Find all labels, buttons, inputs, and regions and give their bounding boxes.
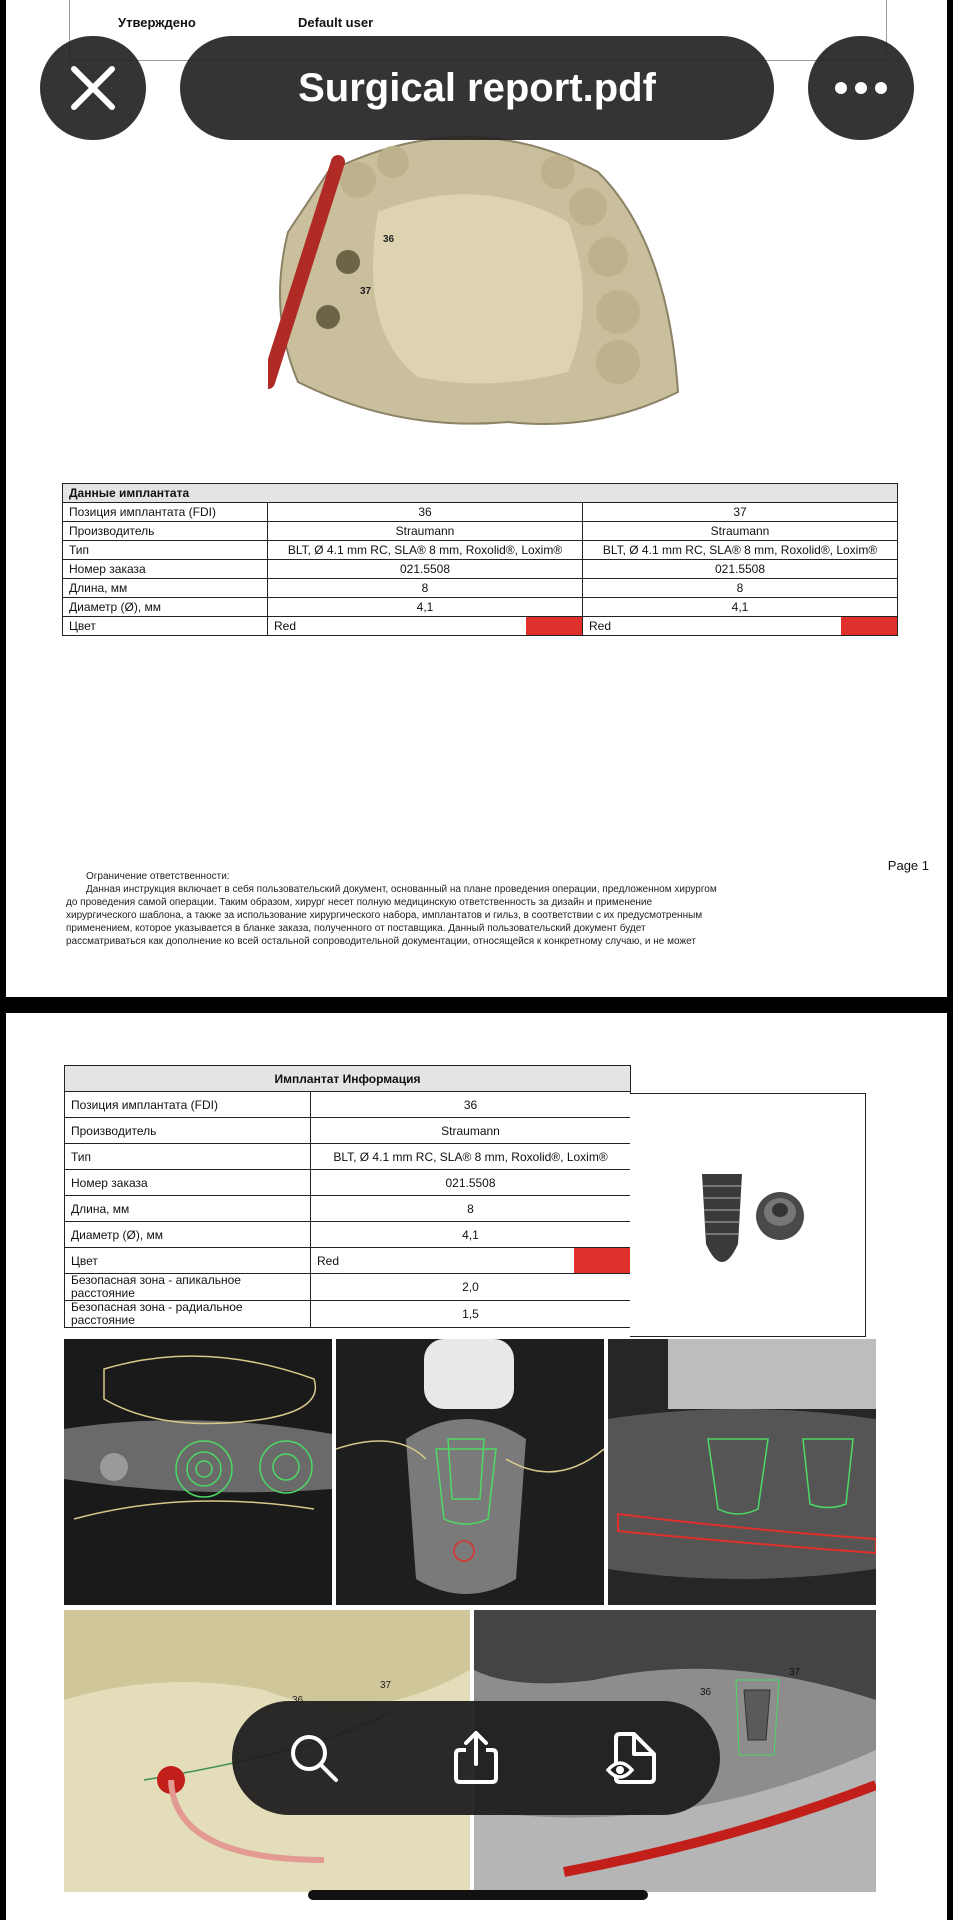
implant-image <box>630 1094 865 1336</box>
ct-axial-view <box>64 1339 332 1605</box>
row-label: Производитель <box>65 1118 311 1144</box>
bottom-toolbar <box>232 1701 720 1815</box>
row-value: 36 <box>311 1092 631 1118</box>
color-cell-36 <box>268 617 583 636</box>
dental-model-image <box>268 132 688 444</box>
row-label: Цвет <box>65 1248 311 1274</box>
cell-37: 8 <box>583 579 898 598</box>
3d-label-37: 37 <box>380 1680 392 1691</box>
model-label-37: 37 <box>360 286 372 297</box>
row-value: 2,0 <box>311 1274 631 1301</box>
color-value: Red <box>317 1253 340 1268</box>
close-icon <box>40 36 146 140</box>
more-icon <box>808 36 914 140</box>
document-title-pill[interactable] <box>180 36 774 140</box>
search-icon <box>284 1728 344 1788</box>
row-label: Тип <box>63 541 268 560</box>
cell-36: 021.5508 <box>268 560 583 579</box>
row-value: 8 <box>311 1196 631 1222</box>
disclaimer-line: хирургического шаблона, а также за использование хирургического набора, имплантатов и гильз, в соответствии с их предусмотренным <box>66 910 703 921</box>
cell-36: 8 <box>268 579 583 598</box>
row-label: Длина, мм <box>63 579 268 598</box>
ct-cross-section-view <box>336 1339 604 1605</box>
cell-36: Straumann <box>268 522 583 541</box>
row-label: Позиция имплантата (FDI) <box>63 503 268 522</box>
color-cell <box>311 1248 631 1274</box>
color-value: Red <box>589 619 612 633</box>
cell-37: Straumann <box>583 522 898 541</box>
disclaimer-line: применением, которое указывается в бланке заказа, полученного от поставщика. Данный пользовательский документ будет <box>66 923 646 934</box>
row-value: BLT, Ø 4.1 mm RC, SLA® 8 mm, Roxolid®, Loxim® <box>311 1144 631 1170</box>
row-label: Тип <box>65 1144 311 1170</box>
row-value: 1,5 <box>311 1301 631 1328</box>
ct-panoramic-view <box>608 1339 876 1605</box>
page-number: Page 1 <box>887 858 929 873</box>
implant-info-title: Имплантат Информация <box>65 1066 631 1092</box>
row-value: Straumann <box>311 1118 631 1144</box>
cell-36: 4,1 <box>268 598 583 617</box>
row-value: 4,1 <box>311 1222 631 1248</box>
cell-37: BLT, Ø 4.1 mm RC, SLA® 8 mm, Roxolid®, Loxim® <box>583 541 898 560</box>
color-swatch <box>526 617 582 635</box>
model-label-36: 36 <box>383 234 395 245</box>
row-label: Номер заказа <box>63 560 268 579</box>
preview-button[interactable] <box>606 1728 666 1788</box>
color-swatch <box>574 1248 630 1273</box>
implant-info-section <box>64 1065 866 1335</box>
cell-36: 36 <box>268 503 583 522</box>
disclaimer-title: Ограничение ответственности: <box>86 871 230 882</box>
search-button[interactable] <box>284 1728 344 1788</box>
color-value: Red <box>274 619 297 633</box>
cell-37: 4,1 <box>583 598 898 617</box>
close-button[interactable] <box>40 36 146 140</box>
xray-label-36: 36 <box>700 1687 712 1698</box>
document-eye-icon <box>606 1728 666 1788</box>
row-label: Производитель <box>63 522 268 541</box>
implant-info-table <box>64 1065 631 1328</box>
share-icon <box>446 1728 506 1788</box>
disclaimer-line: до проведения самой операции. Таким образом, хирург несет полную медицинскую ответственность за дизайн и применение <box>66 897 653 908</box>
cell-37: 021.5508 <box>583 560 898 579</box>
row-label: Диаметр (Ø), мм <box>63 598 268 617</box>
row-label: Цвет <box>63 617 268 636</box>
color-swatch <box>841 617 897 635</box>
disclaimer-line: Данная инструкция включает в себя пользовательский документ, основанный на плане проведения операции, предложенном хирургом <box>86 884 717 895</box>
approved-user: Default user <box>298 15 374 30</box>
color-cell-37 <box>583 617 898 636</box>
implant-image-cell <box>630 1093 866 1337</box>
approved-label: Утверждено <box>118 15 196 30</box>
more-button[interactable] <box>808 36 914 140</box>
share-button[interactable] <box>446 1728 506 1788</box>
disclaimer-line: рассматриваться как дополнение ко всей остальной сопроводительной документации, относящейся к конкретному случаю, и не может <box>66 936 696 947</box>
row-label: Диаметр (Ø), мм <box>65 1222 311 1248</box>
home-indicator[interactable] <box>308 1890 648 1900</box>
implant-data-table <box>62 483 898 636</box>
cell-37: 37 <box>583 503 898 522</box>
pdf-page-1[interactable] <box>6 0 947 997</box>
xray-label-37: 37 <box>789 1667 801 1678</box>
cell-36: BLT, Ø 4.1 mm RC, SLA® 8 mm, Roxolid®, Loxim® <box>268 541 583 560</box>
row-label: Безопасная зона - радиальное расстояние <box>65 1301 311 1328</box>
row-label: Длина, мм <box>65 1196 311 1222</box>
disclaimer-text <box>66 870 786 948</box>
document-title: Surgical report.pdf <box>298 65 656 110</box>
row-label: Позиция имплантата (FDI) <box>65 1092 311 1118</box>
row-label: Безопасная зона - апикальное расстояние <box>65 1274 311 1301</box>
row-label: Номер заказа <box>65 1170 311 1196</box>
implant-data-title: Данные имплантата <box>63 484 898 503</box>
row-value: 021.5508 <box>311 1170 631 1196</box>
